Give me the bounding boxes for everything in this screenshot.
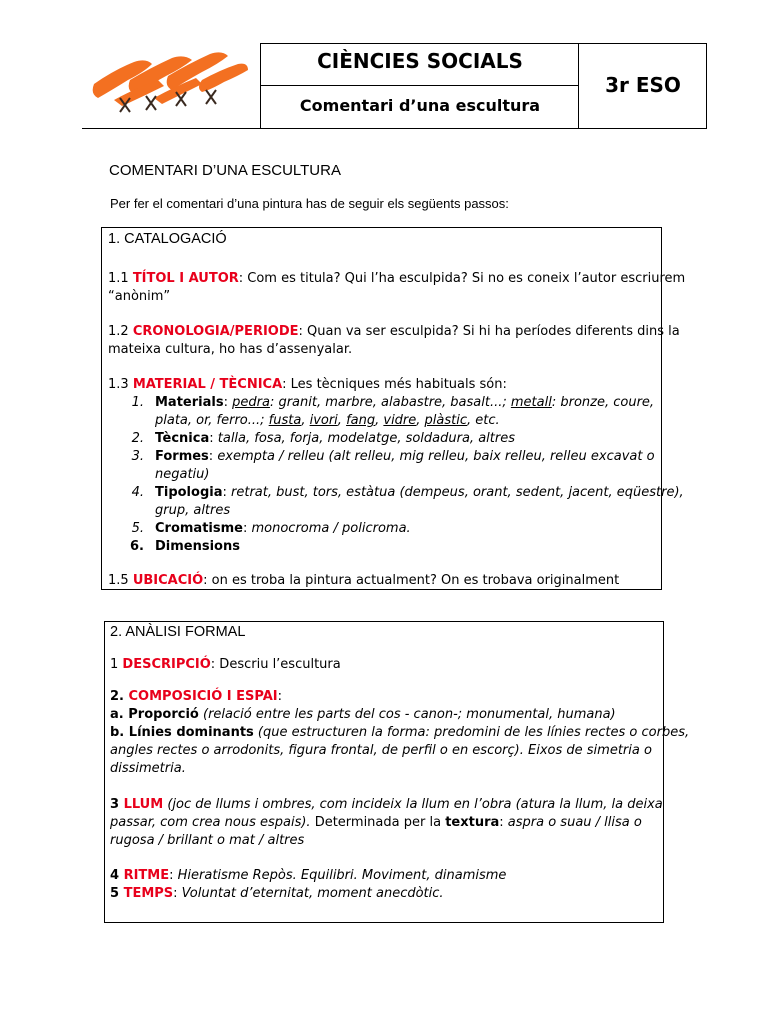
item-text-cont: passar, com crea nous espais). (110, 815, 315, 830)
separator: , (375, 413, 384, 428)
colon: : (173, 886, 182, 901)
item-number: 4 (110, 868, 124, 883)
list-label: Cromatisme (155, 521, 243, 536)
list-number: 6. (130, 539, 144, 554)
item-composicio (110, 688, 689, 778)
item-label: CRONOLOGIA/PERIODE (132, 324, 299, 339)
sub-label: Línies dominants (128, 725, 254, 740)
item-label: COMPOSICIÓ I ESPAI (128, 689, 278, 704)
material-metall: metall (510, 395, 552, 410)
separator: , (301, 413, 310, 428)
school-logo (84, 40, 254, 128)
list-number: 3. (131, 449, 144, 464)
item-number: 1.1 (108, 271, 133, 286)
worksheet-subtitle: Comentari d’una escultura (299, 96, 541, 115)
list-label: Materials (155, 395, 224, 410)
item-cronologia (108, 323, 680, 359)
material-ivori: ivori (309, 413, 338, 428)
material-metall-detail: : bronze, coure, (551, 395, 655, 410)
colon: : (223, 395, 228, 410)
material-metall-cont: plata, or, ferro...; (155, 413, 269, 428)
material-plastic: plàstic (424, 413, 468, 428)
item-llum (110, 796, 663, 850)
material-pedra: pedra (232, 395, 270, 410)
sub-text: (que estructuren la forma: predomini de les línies rectes o corbes, (253, 725, 690, 740)
list-text-cont: grup, altres (155, 503, 231, 518)
colon: : (277, 689, 283, 704)
item-label: UBICACIÓ (132, 573, 204, 588)
list-item (130, 394, 660, 430)
item-ritme (110, 867, 506, 885)
sub-text-cont: angles rectes o arrodonits, figura frontal, de perfil o en escorç). Eixos de simetria o (110, 743, 652, 758)
item-text: : Quan va ser esculpida? Si hi ha períodes diferents dins la (298, 324, 680, 339)
list-text: monocroma / policroma. (251, 521, 411, 536)
item-text: : Descriu l’escultura (210, 657, 341, 672)
section-title: 2. ANÀLISI FORMAL (110, 624, 246, 640)
page-title: COMENTARI D’UNA ESCULTURA (109, 162, 341, 179)
material-pedra-detail: : granit, marbre, alabastre, basalt...; (269, 395, 511, 410)
material-fusta: fusta (268, 413, 302, 428)
item-text-cont: Determinada per la (314, 815, 446, 830)
list-label: Tècnica (155, 431, 210, 446)
sub-label: Proporció (128, 707, 199, 722)
technique-list (130, 394, 684, 556)
sub-prefix: b. (110, 725, 129, 740)
list-number: 1. (131, 395, 144, 410)
header-vertical-divider (578, 43, 579, 129)
item-text: : Com es titula? Qui l’ha esculpida? Si no es coneix l’autor escriurem (238, 271, 686, 286)
textura-text-cont: rugosa / brillant o mat / altres (110, 833, 305, 848)
list-item: 4. Tipologia: retrat, bust, tors, estàtua (dempeus, orant, sedent, jacent, eqüestre), grup, altres (131, 485, 684, 518)
item-label: LLUM (123, 797, 164, 812)
list-number: 4. (131, 485, 144, 500)
list-number: 5. (131, 521, 144, 536)
list-item: 2. Tècnica: talla, fosa, forja, modelatge, soldadura, altres (131, 431, 515, 446)
separator: , (416, 413, 425, 428)
item-number: 3 (110, 797, 124, 812)
subject-title: CIÈNCIES SOCIALS (317, 49, 523, 73)
list-item: 3. Formes: exempta / relleu (alt relleu, mig relleu, baix relleu, relleu excavat o negatiu) (131, 449, 655, 482)
list-text: talla, fosa, forja, modelatge, soldadura, altres (217, 431, 515, 446)
material-fang: fang (346, 413, 376, 428)
list-label: Tipologia (155, 485, 223, 500)
list-text: exempta / relleu (alt relleu, mig relleu, baix relleu, relleu excavat o (217, 449, 655, 464)
item-label: MATERIAL / TÈCNICA (132, 377, 283, 392)
sub-prefix: a. (110, 707, 129, 722)
item-label: TÍTOL I AUTOR (132, 271, 239, 286)
sub-text-cont: dissimetria. (110, 761, 186, 776)
intro-text: Per fer el comentari d’una pintura has de seguir els següents passos: (110, 196, 509, 211)
grade-label: 3r ESO (605, 73, 681, 97)
analisi-formal-section (104, 621, 690, 923)
colon: : (499, 815, 508, 830)
item-descripcio (110, 656, 341, 674)
item-text: Hieratisme Repòs. Equilibri. Moviment, dinamisme (177, 868, 507, 883)
item-ubicacio (108, 572, 619, 590)
section-title: 1. CATALOGACIÓ (108, 231, 227, 247)
item-number: 1.5 (108, 573, 133, 588)
item-text: : Les tècniques més habituals són: (282, 377, 507, 392)
item-label: DESCRIPCIÓ (122, 657, 211, 672)
item-titol-autor (108, 270, 685, 306)
list-text-cont: negatiu) (155, 467, 210, 482)
item-number: 1.2 (108, 324, 133, 339)
item-text: : on es troba la pintura actualment? On es trobava originalment (203, 573, 620, 588)
etc: , etc. (467, 413, 500, 428)
textura-text: aspra o suau / llisa o (507, 815, 642, 830)
item-text: (joc de llums i ombres, com incideix la llum en l’obra (atura la llum, la deixa (163, 797, 663, 812)
catalogacio-section (101, 227, 686, 590)
list-number: 2. (131, 431, 144, 446)
header-horizontal-divider (260, 85, 578, 86)
item-label: TEMPS (123, 886, 174, 901)
item-material-tecnica (108, 376, 507, 394)
item-text: Voluntat d’eternitat, moment anecdòtic. (181, 886, 444, 901)
list-item: 5. Cromatisme: monocroma / policroma. (131, 521, 411, 536)
textura-label: textura (445, 815, 500, 830)
list-label: Formes (155, 449, 209, 464)
list-item (130, 538, 660, 556)
item-text-cont: “anònim” (108, 289, 171, 304)
list-text: retrat, bust, tors, estàtua (dempeus, orant, sedent, jacent, eqüestre), (231, 485, 684, 500)
material-vidre: vidre (383, 413, 417, 428)
item-label: RITME (123, 868, 170, 883)
item-text-cont: mateixa cultura, ho has d’assenyalar. (108, 342, 353, 357)
item-number: 1 (110, 657, 123, 672)
colon: : (169, 868, 178, 883)
item-number: 2. (110, 689, 129, 704)
separator: , (337, 413, 347, 428)
item-number: 1.3 (108, 377, 133, 392)
item-number: 5 (110, 886, 124, 901)
list-label: Dimensions (155, 539, 240, 554)
item-temps (110, 885, 444, 903)
sub-text: (relació entre les parts del cos - canon-; monumental, humana) (198, 707, 616, 722)
header-divider-line (82, 128, 260, 129)
